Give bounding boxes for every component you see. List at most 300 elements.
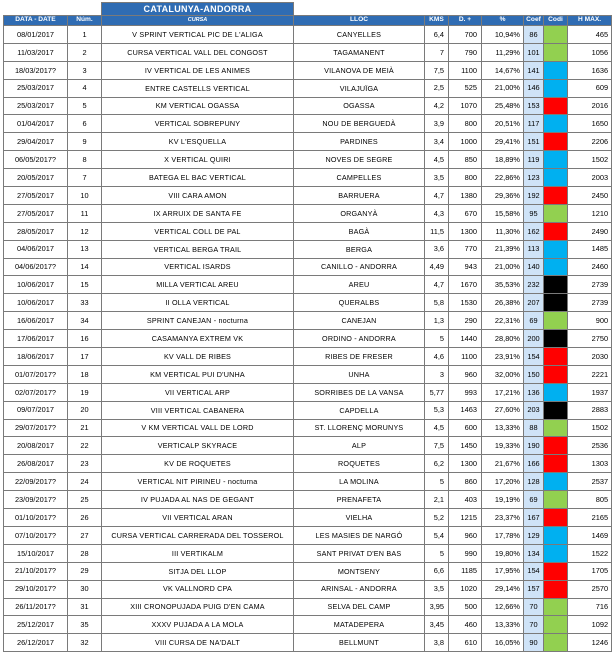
cell-cursa: KV VALL DE RIBES: [102, 348, 294, 366]
cell-max-height: 609: [568, 79, 612, 97]
cell-slope-percent: 17,78%: [482, 526, 524, 544]
cell-kms: 4,3: [425, 204, 449, 222]
cell-max-height: 1650: [568, 115, 612, 133]
cell-max-height: 2206: [568, 133, 612, 151]
table-row: [4, 544, 612, 562]
table-row: [4, 562, 612, 580]
cell-date: 21/10/2017?: [4, 562, 68, 580]
cell-slope-percent: 29,36%: [482, 187, 524, 205]
cell-slope-percent: 35,53%: [482, 276, 524, 294]
cell-lloc: BARRUERA: [294, 187, 425, 205]
cell-codi-color: [544, 419, 568, 437]
cell-lloc: ROQUETES: [294, 455, 425, 473]
cell-date: 15/10/2017: [4, 544, 68, 562]
cell-elevation-gain: 1530: [449, 294, 482, 312]
cell-date: 17/06/2017: [4, 330, 68, 348]
cell-coef: 151: [524, 133, 544, 151]
table-row: [4, 258, 612, 276]
cell-cursa: VERTICAL ISARDS: [102, 258, 294, 276]
cell-codi-color: [544, 509, 568, 527]
cell-kms: 5: [425, 473, 449, 491]
cell-elevation-gain: 800: [449, 169, 482, 187]
cell-cursa: VIII CURSA DE NA'DALT: [102, 634, 294, 652]
cell-cursa: IV PUJADA AL NAS DE GEGANT: [102, 491, 294, 509]
table-row: [4, 455, 612, 473]
header-blank: [4, 3, 68, 16]
cell-slope-percent: 10,94%: [482, 26, 524, 44]
cell-codi-color: [544, 43, 568, 61]
cell-elevation-gain: 1000: [449, 133, 482, 151]
cell-kms: 2,1: [425, 491, 449, 509]
cell-slope-percent: 21,00%: [482, 258, 524, 276]
cell-max-height: 805: [568, 491, 612, 509]
cell-num: 27: [68, 526, 102, 544]
cell-coef: 192: [524, 187, 544, 205]
cell-kms: 3,5: [425, 580, 449, 598]
col-kms-header: KMS: [425, 16, 449, 26]
cell-lloc: ORGANYÀ: [294, 204, 425, 222]
cell-elevation-gain: 1300: [449, 222, 482, 240]
cell-date: 10/06/2017: [4, 276, 68, 294]
cell-date: 26/12/2017: [4, 634, 68, 652]
cell-kms: 3,45: [425, 616, 449, 634]
cell-codi-color: [544, 204, 568, 222]
cell-coef: 200: [524, 330, 544, 348]
cell-kms: 4,5: [425, 419, 449, 437]
cell-codi-color: [544, 294, 568, 312]
cell-max-height: 1092: [568, 616, 612, 634]
table-row: [4, 401, 612, 419]
cell-codi-color: [544, 26, 568, 44]
cell-num: 7: [68, 169, 102, 187]
cell-date: 23/09/2017?: [4, 491, 68, 509]
cell-codi-color: [544, 169, 568, 187]
cell-elevation-gain: 1380: [449, 187, 482, 205]
cell-elevation-gain: 290: [449, 312, 482, 330]
cell-slope-percent: 21,39%: [482, 240, 524, 258]
cell-kms: 4,5: [425, 151, 449, 169]
cell-num: 26: [68, 509, 102, 527]
cell-num: 14: [68, 258, 102, 276]
cell-kms: 4,2: [425, 97, 449, 115]
cell-codi-color: [544, 401, 568, 419]
cell-max-height: 2450: [568, 187, 612, 205]
cell-elevation-gain: 1070: [449, 97, 482, 115]
cell-max-height: 2003: [568, 169, 612, 187]
cell-codi-color: [544, 491, 568, 509]
cell-cursa: BATEGA EL BAC VERTICAL: [102, 169, 294, 187]
cell-slope-percent: 29,14%: [482, 580, 524, 598]
cell-num: 6: [68, 115, 102, 133]
cell-coef: 141: [524, 61, 544, 79]
table-row: [4, 616, 612, 634]
table-row: [4, 634, 612, 652]
cell-slope-percent: 29,41%: [482, 133, 524, 151]
cell-cursa: VERTICAL NIT PIRINEU - nocturna: [102, 473, 294, 491]
table-row: [4, 348, 612, 366]
cell-date: 22/09/2017?: [4, 473, 68, 491]
cell-lloc: SANT PRIVAT D'EN BAS: [294, 544, 425, 562]
cell-num: 13: [68, 240, 102, 258]
cell-lloc: BERGA: [294, 240, 425, 258]
cell-kms: 6,2: [425, 455, 449, 473]
table-row: [4, 580, 612, 598]
cell-coef: 101: [524, 43, 544, 61]
cell-elevation-gain: 1020: [449, 580, 482, 598]
cell-elevation-gain: 943: [449, 258, 482, 276]
cell-slope-percent: 26,38%: [482, 294, 524, 312]
cell-lloc: UNHA: [294, 365, 425, 383]
cell-codi-color: [544, 258, 568, 276]
cell-max-height: 2570: [568, 580, 612, 598]
cell-kms: 3,95: [425, 598, 449, 616]
cell-lloc: ARINSAL - ANDORRA: [294, 580, 425, 598]
cell-codi-color: [544, 365, 568, 383]
table-row: [4, 222, 612, 240]
cell-max-height: 1636: [568, 61, 612, 79]
cell-elevation-gain: 1100: [449, 61, 482, 79]
cell-elevation-gain: 500: [449, 598, 482, 616]
cell-max-height: 465: [568, 26, 612, 44]
cell-slope-percent: 19,80%: [482, 544, 524, 562]
cell-coef: 167: [524, 509, 544, 527]
cell-coef: 136: [524, 383, 544, 401]
cell-slope-percent: 16,05%: [482, 634, 524, 652]
cell-date: 02/07/2017?: [4, 383, 68, 401]
cell-slope-percent: 11,29%: [482, 43, 524, 61]
cell-codi-color: [544, 312, 568, 330]
cell-kms: 2,5: [425, 79, 449, 97]
cell-kms: 4,6: [425, 348, 449, 366]
cell-cursa: KM VERTICAL OGASSA: [102, 97, 294, 115]
cell-coef: 69: [524, 491, 544, 509]
cell-kms: 3,8: [425, 634, 449, 652]
cell-elevation-gain: 770: [449, 240, 482, 258]
table-row: [4, 294, 612, 312]
cell-elevation-gain: 800: [449, 115, 482, 133]
cell-date: 29/10/2017?: [4, 580, 68, 598]
cell-cursa: KV DE ROQUETES: [102, 455, 294, 473]
cell-num: 22: [68, 437, 102, 455]
cell-cursa: VERTICAL SOBREPUNY: [102, 115, 294, 133]
cell-cursa: CURSA VERTICAL VALL DEL CONGOST: [102, 43, 294, 61]
cell-lloc: ST. LLORENÇ MORUNYS: [294, 419, 425, 437]
cell-num: 8: [68, 151, 102, 169]
cell-num: 1: [68, 26, 102, 44]
table-row: [4, 509, 612, 527]
cell-max-height: 1056: [568, 43, 612, 61]
cell-num: 3: [68, 61, 102, 79]
cell-codi-color: [544, 187, 568, 205]
table-row: [4, 419, 612, 437]
cell-kms: 3,6: [425, 240, 449, 258]
cell-lloc: VIELHA: [294, 509, 425, 527]
region-title: CATALUNYA-ANDORRA: [102, 3, 294, 16]
cell-codi-color: [544, 616, 568, 634]
cell-codi-color: [544, 562, 568, 580]
cell-coef: 95: [524, 204, 544, 222]
table-row: [4, 437, 612, 455]
cell-codi-color: [544, 151, 568, 169]
col-codi-header: Codi: [544, 16, 568, 26]
cell-elevation-gain: 600: [449, 419, 482, 437]
cell-slope-percent: 19,19%: [482, 491, 524, 509]
cell-max-height: 2537: [568, 473, 612, 491]
cell-slope-percent: 17,21%: [482, 383, 524, 401]
cell-lloc: MONTSENY: [294, 562, 425, 580]
cell-date: 04/06/2017: [4, 240, 68, 258]
cell-kms: 4,7: [425, 187, 449, 205]
cell-codi-color: [544, 580, 568, 598]
cell-kms: 1,3: [425, 312, 449, 330]
cell-cursa: VERTICAL BERGA TRAIL: [102, 240, 294, 258]
cell-num: 4: [68, 79, 102, 97]
cell-cursa: CASAMANYA EXTREM VK: [102, 330, 294, 348]
cell-date: 01/10/2017?: [4, 509, 68, 527]
cell-coef: 129: [524, 526, 544, 544]
cell-slope-percent: 19,33%: [482, 437, 524, 455]
cell-date: 18/03/2017?: [4, 61, 68, 79]
cell-cursa: IV VERTICAL DE LES ANIMES: [102, 61, 294, 79]
cell-lloc: BAGÀ: [294, 222, 425, 240]
cell-max-height: 1937: [568, 383, 612, 401]
cell-num: 2: [68, 43, 102, 61]
cell-date: 25/03/2017: [4, 79, 68, 97]
cell-max-height: 2490: [568, 222, 612, 240]
cell-elevation-gain: 525: [449, 79, 482, 97]
cell-lloc: MATADEPERA: [294, 616, 425, 634]
cell-kms: 5,77: [425, 383, 449, 401]
table-row: [4, 383, 612, 401]
cell-date: 04/06/2017?: [4, 258, 68, 276]
cell-slope-percent: 21,00%: [482, 79, 524, 97]
table-row: [4, 491, 612, 509]
cell-lloc: VILAJUÏGA: [294, 79, 425, 97]
cell-cursa: X VERTICAL QUIRI: [102, 151, 294, 169]
cell-lloc: CANILLO - ANDORRA: [294, 258, 425, 276]
cell-coef: 88: [524, 419, 544, 437]
cell-date: 29/07/2017?: [4, 419, 68, 437]
cell-lloc: RIBES DE FRESER: [294, 348, 425, 366]
cell-codi-color: [544, 276, 568, 294]
cell-num: 23: [68, 455, 102, 473]
cell-codi-color: [544, 330, 568, 348]
cell-num: 20: [68, 401, 102, 419]
cell-slope-percent: 13,33%: [482, 616, 524, 634]
cell-max-height: 1485: [568, 240, 612, 258]
cell-cursa: MILLA VERTICAL AREU: [102, 276, 294, 294]
cell-elevation-gain: 700: [449, 26, 482, 44]
cell-coef: 154: [524, 348, 544, 366]
cell-cursa: KV L'ESQUELLA: [102, 133, 294, 151]
cell-num: 30: [68, 580, 102, 598]
table-row: [4, 151, 612, 169]
cell-coef: 86: [524, 26, 544, 44]
table-row: [4, 79, 612, 97]
cell-coef: 154: [524, 562, 544, 580]
cell-lloc: PRENAFETA: [294, 491, 425, 509]
cell-coef: 117: [524, 115, 544, 133]
cell-date: 01/04/2017: [4, 115, 68, 133]
cell-cursa: ENTRE CASTELLS VERTICAL: [102, 79, 294, 97]
table-row: [4, 526, 612, 544]
cell-codi-color: [544, 437, 568, 455]
cell-slope-percent: 11,30%: [482, 222, 524, 240]
cell-kms: 7,5: [425, 437, 449, 455]
cell-elevation-gain: 960: [449, 365, 482, 383]
cell-date: 09/07/2017: [4, 401, 68, 419]
cell-coef: 232: [524, 276, 544, 294]
cell-coef: 113: [524, 240, 544, 258]
cell-date: 08/01/2017: [4, 26, 68, 44]
cell-lloc: VILANOVA DE MEIÀ: [294, 61, 425, 79]
cell-elevation-gain: 860: [449, 473, 482, 491]
cell-cursa: V SPRINT VERTICAL PIC DE L'ALIGA: [102, 26, 294, 44]
cell-num: 18: [68, 365, 102, 383]
table-row: [4, 61, 612, 79]
col-num-header: Núm.: [68, 16, 102, 26]
cell-num: 5: [68, 97, 102, 115]
cell-coef: 119: [524, 151, 544, 169]
cell-date: 10/06/2017: [4, 294, 68, 312]
cell-coef: 140: [524, 258, 544, 276]
cell-date: 20/05/2017: [4, 169, 68, 187]
cell-cursa: VK VALLNORD CPA: [102, 580, 294, 598]
cell-coef: 70: [524, 616, 544, 634]
cell-slope-percent: 12,66%: [482, 598, 524, 616]
cell-lloc: NOU DE BERGUEDÀ: [294, 115, 425, 133]
table-row: [4, 169, 612, 187]
cell-slope-percent: 22,31%: [482, 312, 524, 330]
cell-kms: 5,4: [425, 526, 449, 544]
cell-kms: 6,6: [425, 562, 449, 580]
cell-cursa: VERTICAL COLL DE PAL: [102, 222, 294, 240]
cell-elevation-gain: 460: [449, 616, 482, 634]
cell-max-height: 2739: [568, 294, 612, 312]
cell-max-height: 1210: [568, 204, 612, 222]
cell-max-height: 1469: [568, 526, 612, 544]
cell-lloc: SELVA DEL CAMP: [294, 598, 425, 616]
cell-num: 12: [68, 222, 102, 240]
cell-cursa: SPRINT CANEJAN - nocturna: [102, 312, 294, 330]
cell-num: 16: [68, 330, 102, 348]
cell-elevation-gain: 1670: [449, 276, 482, 294]
cell-slope-percent: 27,60%: [482, 401, 524, 419]
cell-cursa: V KM VERTICAL VALL DE LORD: [102, 419, 294, 437]
cell-codi-color: [544, 544, 568, 562]
cell-coef: 157: [524, 580, 544, 598]
cell-lloc: CANYELLES: [294, 26, 425, 44]
cell-max-height: 2165: [568, 509, 612, 527]
cell-num: 10: [68, 187, 102, 205]
col-date-header: DATA - DATE: [4, 16, 68, 26]
cell-codi-color: [544, 634, 568, 652]
cell-kms: 7,5: [425, 61, 449, 79]
cell-date: 26/08/2017: [4, 455, 68, 473]
cell-codi-color: [544, 598, 568, 616]
cell-cursa: XXXV PUJADA A LA MOLA: [102, 616, 294, 634]
cell-num: 34: [68, 312, 102, 330]
cell-num: 9: [68, 133, 102, 151]
cell-num: 11: [68, 204, 102, 222]
cell-date: 18/06/2017: [4, 348, 68, 366]
table-row: [4, 97, 612, 115]
cell-lloc: ORDINO - ANDORRA: [294, 330, 425, 348]
cell-max-height: 2016: [568, 97, 612, 115]
cell-elevation-gain: 1463: [449, 401, 482, 419]
cell-kms: 5: [425, 330, 449, 348]
cell-num: 15: [68, 276, 102, 294]
cell-coef: 150: [524, 365, 544, 383]
cell-num: 28: [68, 544, 102, 562]
cell-slope-percent: 17,95%: [482, 562, 524, 580]
cell-lloc: CANEJAN: [294, 312, 425, 330]
cell-date: 28/05/2017: [4, 222, 68, 240]
cell-codi-color: [544, 97, 568, 115]
cell-slope-percent: 28,80%: [482, 330, 524, 348]
cell-date: 27/05/2017: [4, 187, 68, 205]
cell-num: 31: [68, 598, 102, 616]
cell-elevation-gain: 790: [449, 43, 482, 61]
table-row: [4, 133, 612, 151]
cell-max-height: 2460: [568, 258, 612, 276]
cell-max-height: 2221: [568, 365, 612, 383]
cell-elevation-gain: 1300: [449, 455, 482, 473]
cell-kms: 4,7: [425, 276, 449, 294]
cell-codi-color: [544, 79, 568, 97]
cell-kms: 3: [425, 365, 449, 383]
cell-lloc: QUERALBS: [294, 294, 425, 312]
cell-num: 25: [68, 491, 102, 509]
cell-kms: 3,5: [425, 169, 449, 187]
cell-date: 11/03/2017: [4, 43, 68, 61]
cell-date: 25/03/2017: [4, 97, 68, 115]
header-row-top: [4, 3, 612, 16]
table-row: [4, 204, 612, 222]
cell-slope-percent: 18,89%: [482, 151, 524, 169]
cell-lloc: CAMPELLES: [294, 169, 425, 187]
cell-date: 07/10/2017?: [4, 526, 68, 544]
cell-elevation-gain: 1440: [449, 330, 482, 348]
cell-elevation-gain: 670: [449, 204, 482, 222]
col-hmax-header: H MÀX.: [568, 16, 612, 26]
cell-coef: 207: [524, 294, 544, 312]
cell-coef: 162: [524, 222, 544, 240]
cell-lloc: ALP: [294, 437, 425, 455]
cell-date: 29/04/2017: [4, 133, 68, 151]
cell-lloc: PARDINES: [294, 133, 425, 151]
cell-cursa: VIII CARA AMON: [102, 187, 294, 205]
cell-kms: 5,2: [425, 509, 449, 527]
cell-elevation-gain: 1185: [449, 562, 482, 580]
cell-elevation-gain: 993: [449, 383, 482, 401]
cell-codi-color: [544, 222, 568, 240]
table-row: [4, 276, 612, 294]
cell-coef: 123: [524, 169, 544, 187]
cell-coef: 166: [524, 455, 544, 473]
table-row: [4, 312, 612, 330]
cell-slope-percent: 21,67%: [482, 455, 524, 473]
cell-lloc: NOVES DE SEGRE: [294, 151, 425, 169]
cell-elevation-gain: 1100: [449, 348, 482, 366]
cell-codi-color: [544, 240, 568, 258]
cell-cursa: VIII VERTICAL CABANERA: [102, 401, 294, 419]
header-blank: [294, 3, 612, 16]
cell-max-height: 1705: [568, 562, 612, 580]
cell-max-height: 2030: [568, 348, 612, 366]
cell-cursa: II OLLA VERTICAL: [102, 294, 294, 312]
cell-slope-percent: 17,20%: [482, 473, 524, 491]
